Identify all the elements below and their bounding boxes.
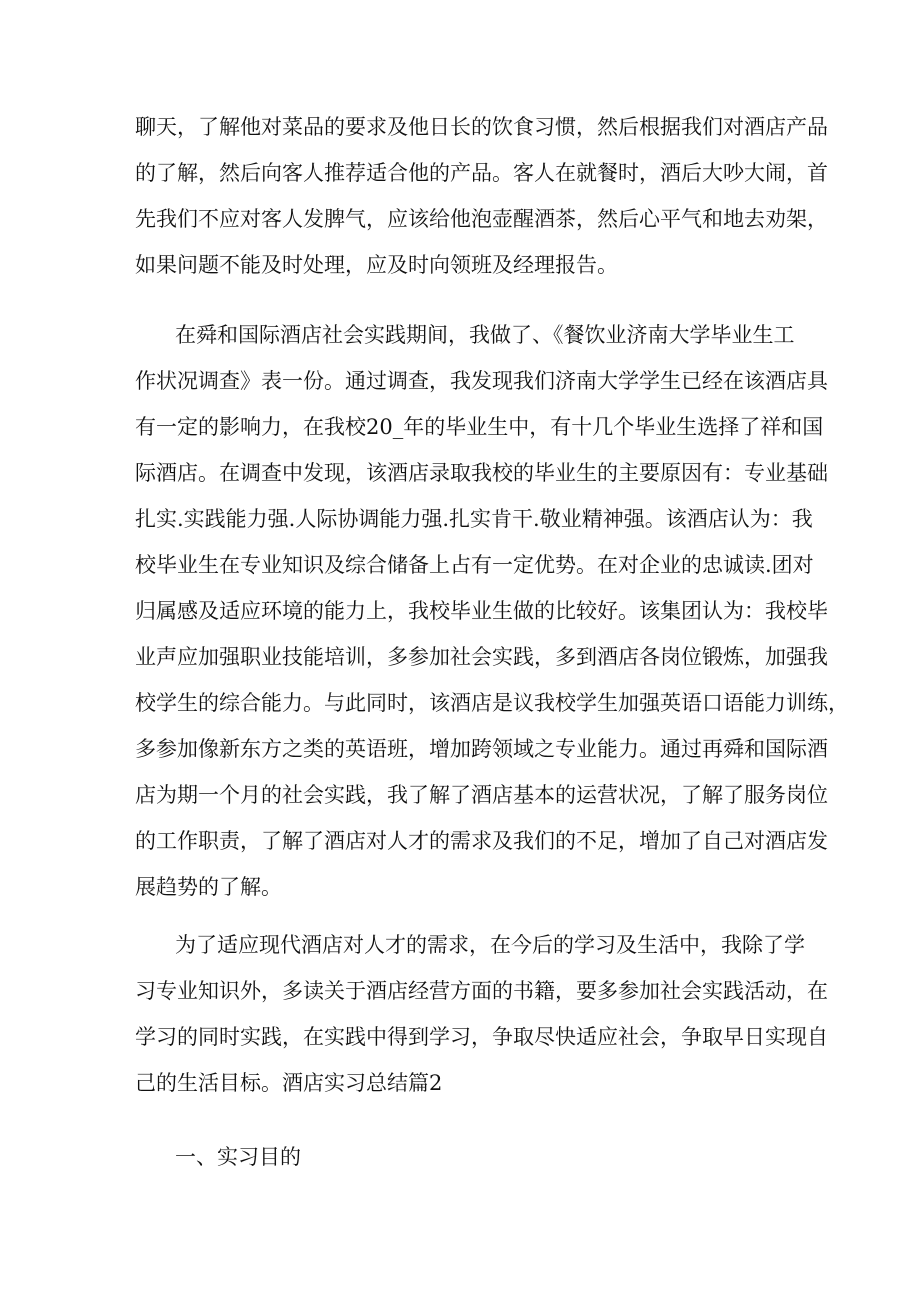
text-line: 在舜和国际酒店社会实践期间，我做了、《餐饮业济南大学毕业生工 [175, 323, 795, 347]
text-line: 习专业知识外，多读关于酒店经营方面的书籍，要多参加社会实践活动，在 [135, 979, 828, 1003]
text-line: 展趋势的了解。 [135, 875, 282, 899]
text-line: 聊天，了解他对菜品的要求及他日长的饮食习惯，然后根据我们对酒店产品 [135, 115, 828, 139]
text-line: 如果问题不能及时处理，应及时向领班及经理报告。 [135, 253, 618, 277]
text-line: 际酒店。在调查中发现，该酒店录取我校的毕业生的主要原因有：专业基础 [135, 461, 828, 485]
paragraph-3 [135, 922, 828, 1106]
text-line: 的了解，然后向客人推荐适合他的产品。客人在就餐时，酒后大吵大闹，首 [135, 161, 828, 185]
text-line: 多参加像新东方之类的英语班，增加跨领域之专业能力。通过再舜和国际酒 [135, 737, 828, 761]
paragraph-1 [135, 104, 828, 288]
text-line: 的工作职责，了解了酒店对人才的需求及我们的不足，增加了自己对酒店发 [135, 829, 828, 853]
section-heading-text: 一、实习目的 [175, 1145, 301, 1169]
document-page [135, 104, 849, 1180]
paragraph-spacer [135, 1106, 787, 1134]
text-line: 为了适应现代酒店对人才的需求，在今后的学习及生活中，我除了学 [175, 933, 805, 957]
text-line: 扎实.实践能力强.人际协调能力强.扎实肯干.敬业精神强。该酒店认为：我 [135, 507, 813, 531]
section-heading [135, 1134, 787, 1180]
paragraph-2 [135, 312, 849, 910]
text-line: 校学生的综合能力。与此同时，该酒店是议我校学生加强英语口语能力训练， [135, 691, 849, 715]
text-line: 店为期一个月的社会实践，我了解了酒店基本的运营状况，了解了服务岗位 [135, 783, 828, 807]
text-line: 己的生活目标。酒店实习总结篇2 [135, 1071, 443, 1095]
text-line: 校毕业生在专业知识及综合储备上占有一定优势。在对企业的忠诚读.团对 [135, 553, 814, 577]
text-line: 学习的同时实践，在实践中得到学习，争取尽快适应社会，争取早日实现自 [135, 1025, 828, 1049]
paragraph-spacer [135, 288, 787, 312]
text-line: 归属感及适应环境的能力上，我校毕业生做的比较好。该集团认为：我校毕 [135, 599, 828, 623]
text-line: 作状况调查》表一份。通过调查，我发现我们济南大学学生已经在该酒店具 [135, 369, 828, 393]
text-line: 业声应加强职业技能培训，多参加社会实践，多到酒店各岗位锻炼，加强我 [135, 645, 828, 669]
paragraph-spacer [135, 910, 787, 922]
text-line: 有一定的影响力，在我校20_年的毕业生中，有十几个毕业生选择了祥和国 [135, 415, 824, 439]
text-line: 先我们不应对客人发脾气，应该给他泡壶醒酒茶，然后心平气和地去劝架， [135, 207, 828, 231]
